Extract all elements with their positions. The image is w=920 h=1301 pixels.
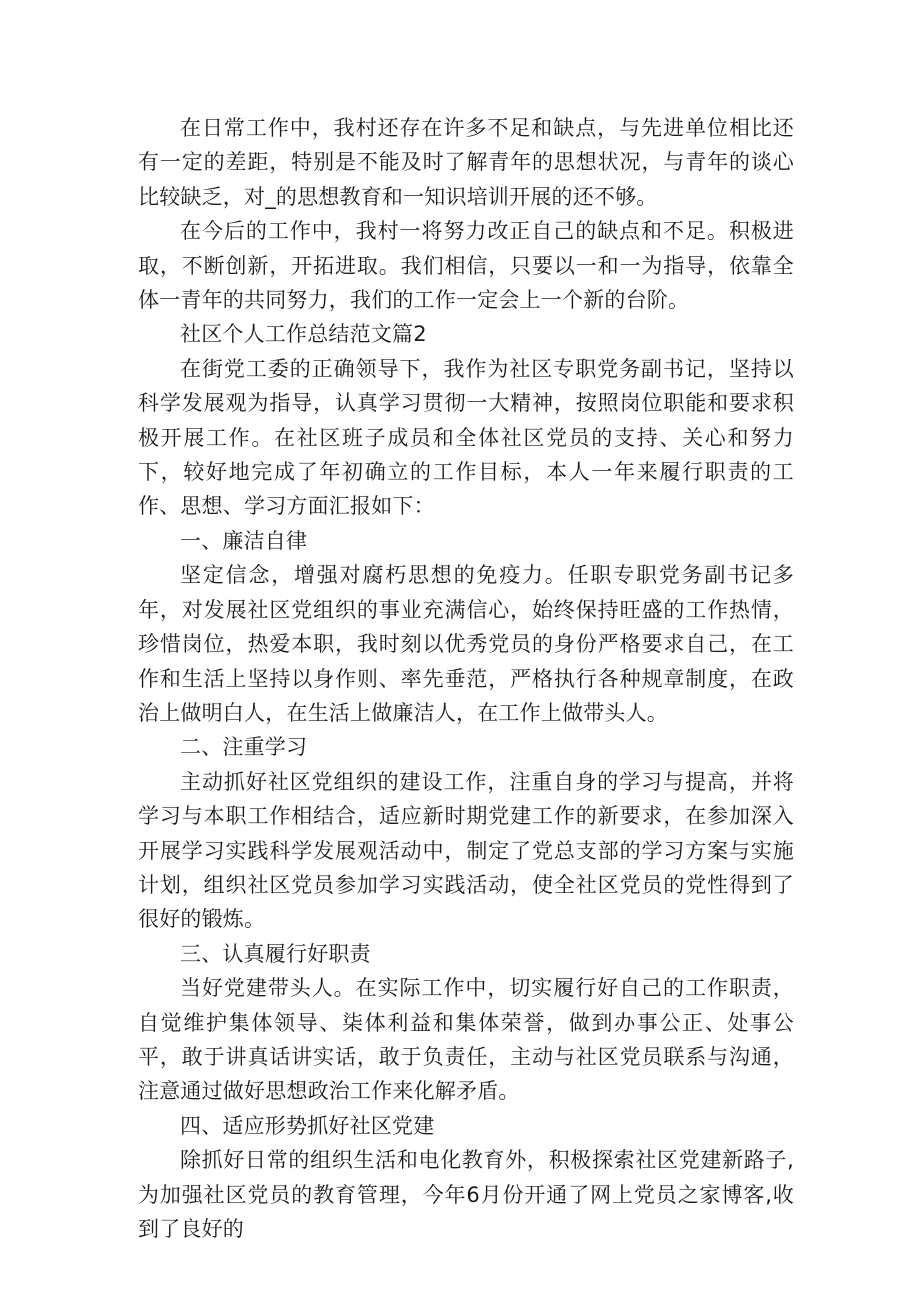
- section-heading: 四、适应形势抓好社区党建: [180, 1113, 435, 1138]
- paragraph: 在日常工作中，我村还存在许多不足和缺点，与先进单位相比还有一定的差距，特别是不能及时了解青年的思想状况，与青年的谈心比较缺乏，对_的思想教育和一知识培训开展的还不够。: [138, 116, 794, 209]
- section-title: 社区个人工作总结范文篇2: [180, 322, 427, 347]
- paragraph: 当好党建带头人。在实际工作中，切实履行好自己的工作职责，自觉维护集体领导、柒体利益和集体荣誉，做到办事公正、处事公平，敢于讲真话讲实话，敢于负责任，主动与社区党员联系与沟通，注意通过做好思想政治工作来化解矛盾。: [138, 976, 794, 1104]
- section-heading: 二、注重学习: [180, 735, 308, 760]
- paragraph: 在街党工委的正确领导下，我作为社区专职党务副书记，坚持以科学发展观为指导，认真学习贯彻一大精神，按照岗位职能和要求积极开展工作。在社区班子成员和全体社区党员的支持、关心和努力下，较好地完成了年初确立的工作目标，本人一年来履行职责的工作、思想、学习方面汇报如下：: [138, 356, 794, 519]
- paragraph: 在今后的工作中，我村一将努力改正自己的缺点和不足。积极进取，不断创新，开拓进取。我们相信，只要以一和一为指导，依靠全体一青年的共同努力，我们的工作一定会上一个新的台阶。: [138, 219, 794, 313]
- paragraph: 主动抓好社区党组织的建设工作，注重自身的学习与提高，并将学习与本职工作相结合，适应新时期党建工作的新要求，在参加深入开展学习实践科学发展观活动中，制定了党总支部的学习方案与实施计划，组织社区党员参加学习实践活动，使全社区党员的党性得到了很好的锻炼。: [138, 769, 794, 932]
- section-heading: 三、认真履行好职责: [180, 941, 371, 966]
- paragraph: 除抓好日常的组织生活和电化教育外，积极探索社区党建新路子,为加强社区党员的教育管理，今年6月份开通了网上党员之家博客,收到了良好的: [138, 1148, 794, 1241]
- paragraph: 坚定信念，增强对腐朽思想的免疫力。任职专职党务副书记多年，对发展社区党组织的事业充满信心，始终保持旺盛的工作热情，珍惜岗位，热爱本职，我时刻以优秀党员的身份严格要求自己，在工作和生活上坚持以身作则、率先垂范，严格执行各种规章制度，在政治上做明白人，在生活上做廉洁人，在工作上做带头人。: [138, 563, 794, 725]
- section-heading: 一、廉洁自律: [180, 528, 308, 553]
